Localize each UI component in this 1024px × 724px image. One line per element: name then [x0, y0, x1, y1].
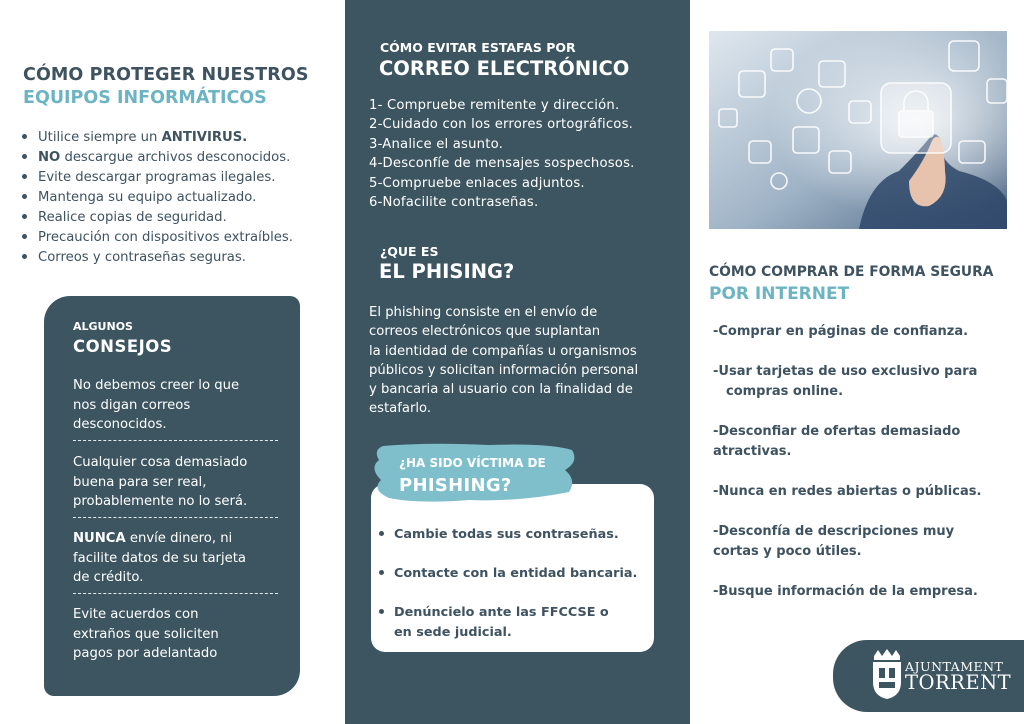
list-item: 6-Nofacilite contraseñas. — [369, 195, 539, 211]
list-item: Utilice siempre un ANTIVIRUS. — [22, 128, 293, 148]
list-item: NO descargue archivos desconocidos. — [22, 148, 293, 168]
victim-kicker: ¿HA SIDO VÍCTIMA DE — [399, 456, 546, 470]
list-item: 4-Desconfíe de mensajes sospechosos. — [369, 156, 635, 172]
section-title-line2: POR INTERNET — [709, 284, 850, 304]
security-photo-icon — [709, 31, 1007, 229]
list-item: -Nunca en redes abiertas o públicas. — [713, 484, 982, 499]
list-item: Contacte con la entidad bancaria. — [379, 564, 637, 584]
dashed-divider — [73, 517, 278, 518]
list-item: 2-Cuidado con los errores ortográficos. — [369, 117, 634, 133]
list-item: Correos y contraseñas seguras. — [22, 248, 293, 268]
dashed-divider — [73, 440, 278, 441]
list-item: 5-Compruebe enlaces adjuntos. — [369, 175, 585, 191]
column-protect-equipment — [0, 0, 345, 724]
list-item: -Busque información de la empresa. — [713, 584, 978, 599]
advice-block-2: Cualquier cosa demasiado buena para ser real, probablemente no lo será. — [73, 455, 248, 509]
list-item: Denúncielo ante las FFCCSE o en sede judicial. — [379, 603, 637, 642]
municipality-logo — [833, 640, 1024, 712]
section-title-line1: CÓMO COMPRAR DE FORMA SEGURA — [709, 264, 994, 280]
section-kicker: CÓMO EVITAR ESTAFAS POR — [380, 40, 576, 55]
list-item: Evite descargar programas ilegales. — [22, 168, 293, 188]
list-item: -Desconfiar de ofertas demasiado atractivas. — [713, 424, 961, 459]
advice-block-1: No debemos creer lo que nos digan correos desconocidos. — [73, 378, 240, 432]
list-item: Cambie todas sus contraseñas. — [379, 525, 637, 545]
list-item: -Comprar en páginas de confianza. — [713, 324, 969, 339]
list-item: -Desconfía de descripciones muy cortas y poco útiles. — [713, 524, 955, 559]
section-title-line2: EQUIPOS INFORMÁTICOS — [23, 88, 267, 108]
advice-title: CONSEJOS — [73, 337, 173, 356]
advice-panel — [44, 296, 300, 696]
list-item: Realice copias de seguridad. — [22, 208, 293, 228]
logo-text-line1: AJUNTAMENT — [905, 659, 1004, 674]
advice-block-4: Evite acuerdos con extraños que soliciten pagos por adelantado — [73, 607, 219, 661]
list-item: 1- Compruebe remitente y dirección. — [369, 98, 620, 113]
list-item: 3-Analice el asunto. — [369, 136, 504, 152]
advice-block-3: NUNCA envíe dinero, ni facilite datos de su tarjeta de crédito. — [73, 531, 246, 585]
victim-steps-list — [379, 525, 637, 662]
shopping-tips-list — [713, 322, 987, 622]
protect-tips-list — [22, 128, 293, 268]
advice-kicker: ALGUNOS — [73, 320, 133, 333]
section-title: CORREO ELECTRÓNICO — [379, 57, 630, 80]
section-title-line1: CÓMO PROTEGER NUESTROS — [23, 65, 309, 85]
victim-title: PHISHING? — [399, 475, 512, 496]
list-item: -Usar tarjetas de uso exclusivo para compras online. — [713, 364, 978, 399]
list-item: Mantenga su equipo actualizado. — [22, 188, 293, 208]
dashed-divider — [73, 593, 278, 594]
column-safe-shopping — [690, 0, 1024, 724]
email-steps-list — [369, 96, 635, 212]
phishing-title: EL PHISING? — [379, 260, 515, 283]
column-email-scams — [345, 0, 690, 724]
list-item: Precaución con dispositivos extraíbles. — [22, 228, 293, 248]
logo-text-line2: TORRENT — [905, 671, 1012, 694]
phishing-definition: El phishing consiste en el envío de correos electrónicos que suplantan la identidad de compañías u organismos públicos y solicitan información personal y bancaria al usuario con la finalidad de estafarlo. — [369, 305, 639, 417]
shield-crest-icon — [870, 648, 904, 700]
phishing-kicker: ¿QUE ES — [380, 244, 439, 259]
